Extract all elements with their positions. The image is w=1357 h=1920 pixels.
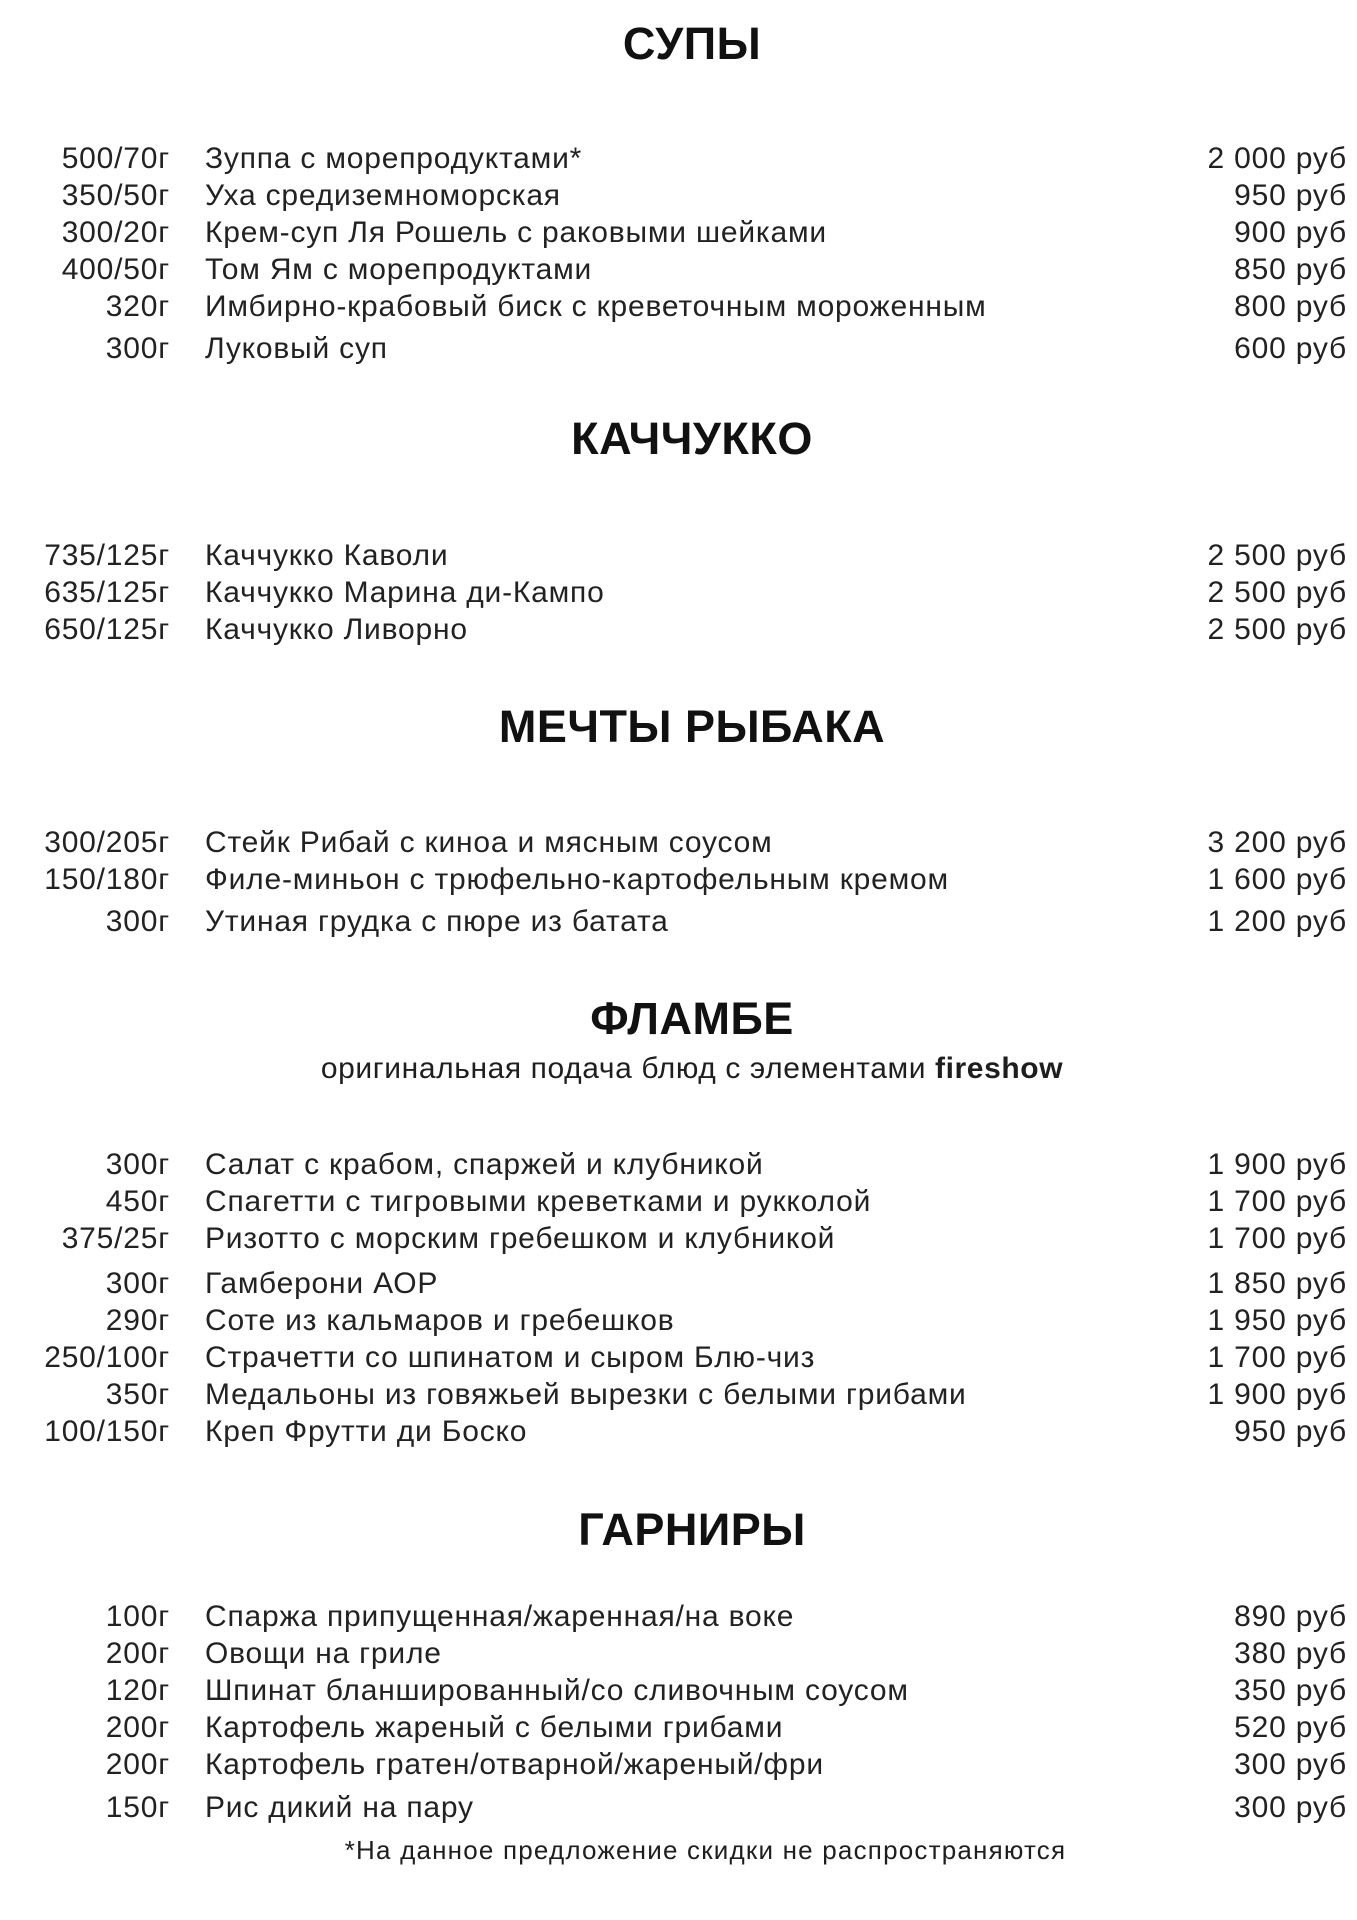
section-flambe <box>0 993 1357 1450</box>
item-price: 1 200 руб <box>1207 905 1347 938</box>
item-price: 380 руб <box>1234 1637 1347 1670</box>
item-price: 950 руб <box>1234 1415 1347 1448</box>
menu-item-row <box>0 1339 1347 1376</box>
section-garnishes-rows <box>0 1598 1357 1826</box>
menu-item-row <box>0 824 1347 861</box>
item-price: 520 руб <box>1234 1711 1347 1744</box>
menu-item-row <box>0 1146 1347 1183</box>
section-title-flambe: ФЛАМБЕ <box>590 993 794 1044</box>
item-price: 1 700 руб <box>1207 1185 1347 1218</box>
item-weight: 735/125г <box>44 539 170 572</box>
menu-item-row <box>0 1672 1347 1709</box>
menu-item-row <box>0 214 1347 251</box>
section-subtitle <box>0 1051 1357 1087</box>
menu-item-row <box>0 1789 1347 1826</box>
item-weight: 100/150г <box>44 1415 170 1448</box>
section-soups <box>0 18 1357 367</box>
item-name: Креп Фрутти ди Боско <box>205 1415 528 1448</box>
menu-item-row <box>0 903 1347 940</box>
item-weight: 290г <box>105 1304 170 1337</box>
menu-item-row <box>0 1302 1347 1339</box>
item-price: 1 900 руб <box>1207 1378 1347 1411</box>
item-name: Каччукко Ливорно <box>205 613 468 646</box>
item-weight: 400/50г <box>61 253 170 286</box>
item-name: Медальоны из говяжьей вырезки с белыми грибами <box>205 1378 967 1411</box>
menu-item-row <box>0 1265 1347 1302</box>
item-name: Спаржа припущенная/жаренная/на воке <box>205 1600 795 1633</box>
menu-item-row <box>0 1413 1347 1450</box>
section-flambe-rows <box>0 1146 1357 1450</box>
item-price: 1 700 руб <box>1207 1341 1347 1374</box>
section-title-garnishes: ГАРНИРЫ <box>578 1504 806 1555</box>
item-price: 600 руб <box>1234 332 1347 365</box>
menu-item-row <box>0 288 1347 325</box>
item-price: 1 900 руб <box>1207 1148 1347 1181</box>
item-name: Спагетти с тигровыми креветками и рукколой <box>205 1185 872 1218</box>
menu-item-row <box>0 140 1347 177</box>
item-weight: 200г <box>105 1637 170 1670</box>
item-price: 1 700 руб <box>1207 1222 1347 1255</box>
item-weight: 650/125г <box>44 613 170 646</box>
menu-item-row <box>0 574 1347 611</box>
item-weight: 375/25г <box>61 1222 170 1255</box>
menu-item-row <box>0 251 1347 288</box>
item-weight: 350г <box>105 1378 170 1411</box>
item-name: Салат с крабом, спаржей и клубникой <box>205 1148 764 1181</box>
section-soups-rows <box>0 140 1357 367</box>
item-name: Овощи на гриле <box>205 1637 442 1670</box>
item-price: 2 000 руб <box>1207 142 1347 175</box>
menu-item-row <box>0 177 1347 214</box>
item-weight: 300г <box>105 1267 170 1300</box>
item-weight: 300/20г <box>61 216 170 249</box>
section-garnishes <box>0 1504 1357 1826</box>
subtitle-text: оригинальная подача блюд с элементами <box>320 1052 935 1085</box>
item-price: 300 руб <box>1234 1748 1347 1781</box>
item-name: Уха средиземноморская <box>205 179 561 212</box>
item-name: Рис дикий на пару <box>205 1791 474 1824</box>
item-weight: 300г <box>105 332 170 365</box>
item-weight: 635/125г <box>44 576 170 609</box>
item-price: 300 руб <box>1234 1791 1347 1824</box>
item-name: Страчетти со шпинатом и сыром Блю-чиз <box>205 1341 816 1374</box>
menu-item-row <box>0 611 1347 648</box>
item-name: Луковый суп <box>205 332 388 365</box>
item-weight: 250/100г <box>44 1341 170 1374</box>
section-fisherman-dreams-rows <box>0 824 1357 940</box>
menu-item-row <box>0 1746 1347 1783</box>
item-price: 1 600 руб <box>1207 863 1347 896</box>
item-price: 1 950 руб <box>1207 1304 1347 1337</box>
item-weight: 150г <box>105 1791 170 1824</box>
item-name: Стейк Рибай с киноа и мясным соусом <box>205 826 773 859</box>
item-weight: 300/205г <box>44 826 170 859</box>
item-name: Шпинат бланшированный/со сливочным соусом <box>205 1674 909 1707</box>
item-name: Филе-миньон с трюфельно-картофельным кремом <box>205 863 949 896</box>
item-weight: 450г <box>105 1185 170 1218</box>
item-weight: 500/70г <box>61 142 170 175</box>
item-price: 3 200 руб <box>1207 826 1347 859</box>
item-price: 890 руб <box>1234 1600 1347 1633</box>
menu-item-row <box>0 1220 1347 1257</box>
item-name: Крем-суп Ля Рошель с раковыми шейками <box>205 216 827 249</box>
item-name: Каччукко Марина ди-Кампо <box>205 576 605 609</box>
item-price: 2 500 руб <box>1207 613 1347 646</box>
item-name: Картофель жареный с белыми грибами <box>205 1711 784 1744</box>
item-weight: 120г <box>105 1674 170 1707</box>
menu-item-row <box>0 537 1347 574</box>
menu-item-row <box>0 861 1347 898</box>
item-name: Картофель гратен/отварной/жареный/фри <box>205 1748 824 1781</box>
item-price: 900 руб <box>1234 216 1347 249</box>
menu-item-row <box>0 330 1347 367</box>
section-title-fisherman-dreams: МЕЧТЫ РЫБАКА <box>498 701 886 752</box>
item-price: 350 руб <box>1234 1674 1347 1707</box>
item-price: 800 руб <box>1234 290 1347 323</box>
section-title-soups: СУПЫ <box>622 18 762 69</box>
item-weight: 200г <box>105 1711 170 1744</box>
item-weight: 300г <box>105 905 170 938</box>
section-cacciucco-rows <box>0 537 1357 648</box>
section-fisherman-dreams <box>0 701 1357 940</box>
item-weight: 320г <box>105 290 170 323</box>
section-title-cacciucco: КАЧЧУККО <box>571 413 813 464</box>
item-weight: 100г <box>105 1600 170 1633</box>
footnote: *На данное предложение скидки не распространяются <box>344 1835 1067 1865</box>
item-name: Том Ям с морепродуктами <box>205 253 593 286</box>
item-price: 2 500 руб <box>1207 539 1347 572</box>
menu-item-row <box>0 1183 1347 1220</box>
item-weight: 200г <box>105 1748 170 1781</box>
menu-item-row <box>0 1598 1347 1635</box>
menu-item-row <box>0 1376 1347 1413</box>
item-name: Ризотто с морским гребешком и клубникой <box>205 1222 836 1255</box>
menu-item-row <box>0 1635 1347 1672</box>
item-price: 950 руб <box>1234 179 1347 212</box>
item-name: Зуппа с морепродуктами* <box>205 142 583 175</box>
item-name: Имбирно-крабовый биск с креветочным мороженным <box>205 290 987 323</box>
menu-item-row <box>0 1709 1347 1746</box>
item-weight: 350/50г <box>61 179 170 212</box>
item-weight: 150/180г <box>44 863 170 896</box>
item-price: 2 500 руб <box>1207 576 1347 609</box>
item-price: 850 руб <box>1234 253 1347 286</box>
item-price: 1 850 руб <box>1207 1267 1347 1300</box>
item-name: Утиная грудка с пюре из батата <box>205 905 669 938</box>
subtitle-highlight: fireshow <box>935 1052 1064 1085</box>
section-cacciucco <box>0 413 1357 648</box>
item-name: Каччукко Каволи <box>205 539 449 572</box>
item-name: Гамберони АОР <box>205 1267 439 1300</box>
item-name: Соте из кальмаров и гребешков <box>205 1304 675 1337</box>
item-weight: 300г <box>105 1148 170 1181</box>
